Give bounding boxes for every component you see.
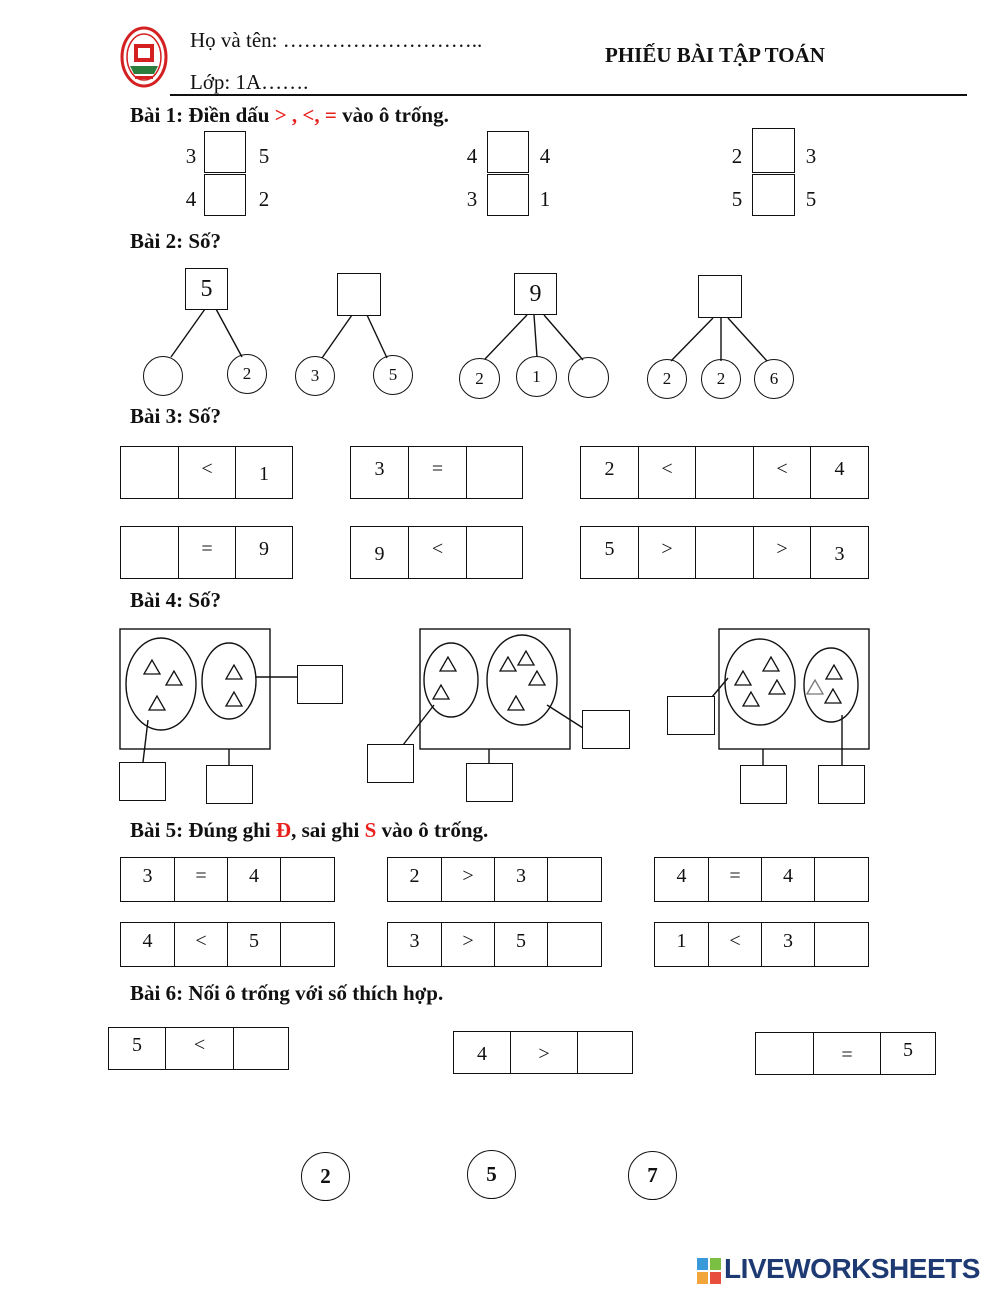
bai4-group1-frame — [120, 629, 270, 749]
bai5-row5-cell3: 5 — [495, 923, 548, 966]
bai4-text: Số? — [183, 588, 222, 612]
bai6-label: Bài 6 — [130, 981, 177, 1005]
bai2-tree2-leaf2-value: 5 — [388, 365, 398, 384]
bai5-row4-cell3: 5 — [228, 923, 281, 966]
bai4-group3-left-oval — [725, 639, 795, 725]
bai3-row5-cell1: 9 — [351, 527, 409, 578]
bai5-row1-answer[interactable] — [281, 858, 334, 901]
student-name-line: Họ và tên: ……………………….. — [190, 28, 483, 52]
bai6-row2-blank[interactable] — [578, 1032, 632, 1073]
bai5-row5-answer[interactable] — [548, 923, 601, 966]
bai3-row3-cell2: < — [639, 447, 696, 498]
bai6-row3 — [755, 1032, 936, 1075]
bai2-label: Bài 2 — [130, 229, 177, 253]
bai1-item1-right: 5 — [258, 144, 270, 168]
bai6-row3-cell2: = — [814, 1033, 881, 1074]
bai4-group1-total-answer-box[interactable] — [206, 765, 253, 804]
bai5-row3-cell2: = — [709, 858, 762, 901]
bai2-tree3-leaf1-value: 2 — [475, 368, 484, 388]
bai5-row6-cell1: 1 — [655, 923, 709, 966]
bai1-item2-right: 4 — [539, 144, 551, 168]
bai5-row3-answer[interactable] — [815, 858, 868, 901]
bai5-heading — [130, 818, 488, 843]
bai3-row1-cell3: 1 — [259, 463, 269, 485]
bai5-row4-cell1: 4 — [121, 923, 175, 966]
bai3-row6-cell2: > — [639, 527, 696, 578]
bai6-row2 — [453, 1031, 633, 1074]
bai6-row2-cell1: 4 — [454, 1032, 511, 1073]
bai3-row2-cell2: = — [409, 447, 467, 498]
bai5-s: S — [364, 818, 377, 842]
bai2-tree1-leaf2-value: 2 — [242, 364, 252, 383]
bai5-d: Đ — [275, 818, 292, 842]
bai3-label: Bài 3 — [130, 404, 177, 428]
bai4-group2-right-oval — [487, 635, 557, 725]
bai5-text-after: vào ô trống. — [381, 818, 489, 842]
bai5-row2-cell3: 3 — [495, 858, 548, 901]
bai5-row2-cell2: > — [442, 858, 495, 901]
bai4-group1-right-answer-box[interactable] — [297, 665, 343, 704]
bai3-row4-cell2: = — [179, 527, 236, 578]
bai5-row2-answer[interactable] — [548, 858, 601, 901]
bai5-row1-cell1: 3 — [121, 858, 175, 901]
bai6-choice-5-value: 5 — [486, 1162, 497, 1186]
bai6-row3-cell3: 5 — [903, 1039, 913, 1061]
bai4-group2-left-answer-box[interactable] — [367, 744, 414, 783]
worksheet-title: PHIẾU BÀI TẬP TOÁN — [605, 43, 825, 67]
bai5-row4-cell2: < — [175, 923, 228, 966]
bai6-row1-cell1: 5 — [109, 1028, 166, 1069]
bai6-choice-2[interactable] — [301, 1152, 350, 1201]
bai5-row6-cell2: < — [709, 923, 762, 966]
bai4-group2-right-answer-box[interactable] — [582, 710, 630, 749]
liveworksheets-logo-icon — [697, 1258, 721, 1284]
bai5-row5 — [387, 922, 602, 967]
bai5-text-mid: , sai ghi — [291, 818, 360, 842]
bai3-row1-cell2: < — [179, 447, 236, 498]
bai1-item4-left: 4 — [185, 187, 197, 211]
bai3-row6-cell5: 3 — [834, 543, 845, 565]
bai4-group1-right-oval — [202, 643, 256, 719]
bai1-item3-left: 2 — [731, 144, 743, 168]
bai5-label: Bài 5: — [130, 818, 184, 842]
bai5-row4-answer[interactable] — [281, 923, 334, 966]
bai2-tree4-leaf2-value: 2 — [716, 369, 726, 388]
bai6-row1-cell2: < — [166, 1028, 234, 1069]
bai2-tree3-leaf2-value: 1 — [532, 366, 541, 386]
bai5-row6-answer[interactable] — [815, 923, 868, 966]
bai1-signs: > , <, = — [274, 103, 337, 127]
bai1-item6-right: 5 — [805, 187, 817, 211]
bai5-row5-cell2: > — [442, 923, 495, 966]
bai6-heading — [130, 981, 443, 1006]
bai5-row6-cell3: 3 — [762, 923, 815, 966]
bai1-item1-left: 3 — [185, 144, 197, 168]
bai6-row1-blank[interactable] — [234, 1028, 288, 1069]
bai3-row4-cell3: 9 — [259, 538, 269, 560]
bai4-group1-left-oval — [126, 638, 196, 730]
bai1-item5-right: 1 — [539, 187, 551, 211]
bai4-group3-right-answer-box[interactable] — [818, 765, 865, 804]
bai3-row6-cell1: 5 — [581, 527, 639, 578]
bai5-row2-cell1: 2 — [388, 858, 442, 901]
bai6-choice-5[interactable] — [467, 1150, 516, 1199]
bai4-group3-left-answer-box[interactable] — [667, 696, 715, 735]
bai5-row4 — [120, 922, 335, 967]
bai3-row6-cell4: > — [754, 527, 811, 578]
class-line: Lớp: 1A……. — [190, 70, 309, 94]
bai6-choice-2-value: 2 — [320, 1164, 331, 1188]
bai4-group2-frame — [420, 629, 570, 749]
liveworksheets-brand: LIVEWORKSHEETS — [724, 1253, 980, 1284]
bai2-tree1-top-value: 5 — [200, 275, 213, 302]
bai1-item4-right: 2 — [258, 187, 270, 211]
bai1-text-before: Điền dấu — [188, 103, 270, 127]
bai2-text: : Số? — [176, 229, 222, 253]
bai1-item3-right: 3 — [805, 144, 817, 168]
bai3-row2-cell1: 3 — [351, 447, 409, 498]
bai5-row3-cell3: 4 — [762, 858, 815, 901]
bai1-item2-left: 4 — [466, 144, 478, 168]
bai5-row3 — [654, 857, 869, 902]
bai3-row3-cell5: 4 — [834, 458, 845, 480]
bai4-triangles — [144, 651, 842, 710]
bai4-group3-total-answer-box[interactable] — [740, 765, 787, 804]
bai5-row1-cell2: = — [175, 858, 228, 901]
bai6-row1 — [108, 1027, 289, 1070]
bai5-row5-cell1: 3 — [388, 923, 442, 966]
bai5-row1 — [120, 857, 335, 902]
bai4-group1-left-answer-box[interactable] — [119, 762, 166, 801]
bai1-item5-left: 3 — [466, 187, 478, 211]
bai5-row6 — [654, 922, 869, 967]
bai1-text-after: vào ô trống. — [342, 103, 449, 127]
bai4-group2-left-oval — [424, 643, 478, 717]
bai6-choice-7-value: 7 — [647, 1163, 658, 1187]
bai6-text: : Nối ô trống với số thích hợp. — [176, 981, 444, 1005]
bai3-text: : Số? — [176, 404, 222, 428]
bai3-row3-cell4: < — [754, 447, 811, 498]
bai2-tree4-leaf1-value: 2 — [662, 369, 672, 388]
bai1-label: Bài 1: — [130, 103, 184, 127]
bai5-row3-cell1: 4 — [655, 858, 709, 901]
bai6-row2-cell2: > — [511, 1032, 578, 1073]
bai2-tree2-leaf1-value: 3 — [310, 366, 320, 385]
bai2-tree4-leaf3-value: 6 — [769, 369, 779, 388]
bai3-row5-cell2: < — [409, 527, 467, 578]
bai5-text-before: Đúng ghi — [188, 818, 271, 842]
bai1-item6-left: 5 — [731, 187, 743, 211]
bai5-row1-cell3: 4 — [228, 858, 281, 901]
bai4-group2-total-answer-box[interactable] — [466, 763, 513, 802]
bai3-row3-cell1: 2 — [581, 447, 639, 498]
bai6-row3-blank[interactable] — [756, 1033, 814, 1074]
bai6-choice-7[interactable] — [628, 1151, 677, 1200]
bai2-tree3-top-value: 9 — [529, 280, 542, 307]
bai4-label: Bài 4: — [130, 588, 184, 612]
bai5-row2 — [387, 857, 602, 902]
